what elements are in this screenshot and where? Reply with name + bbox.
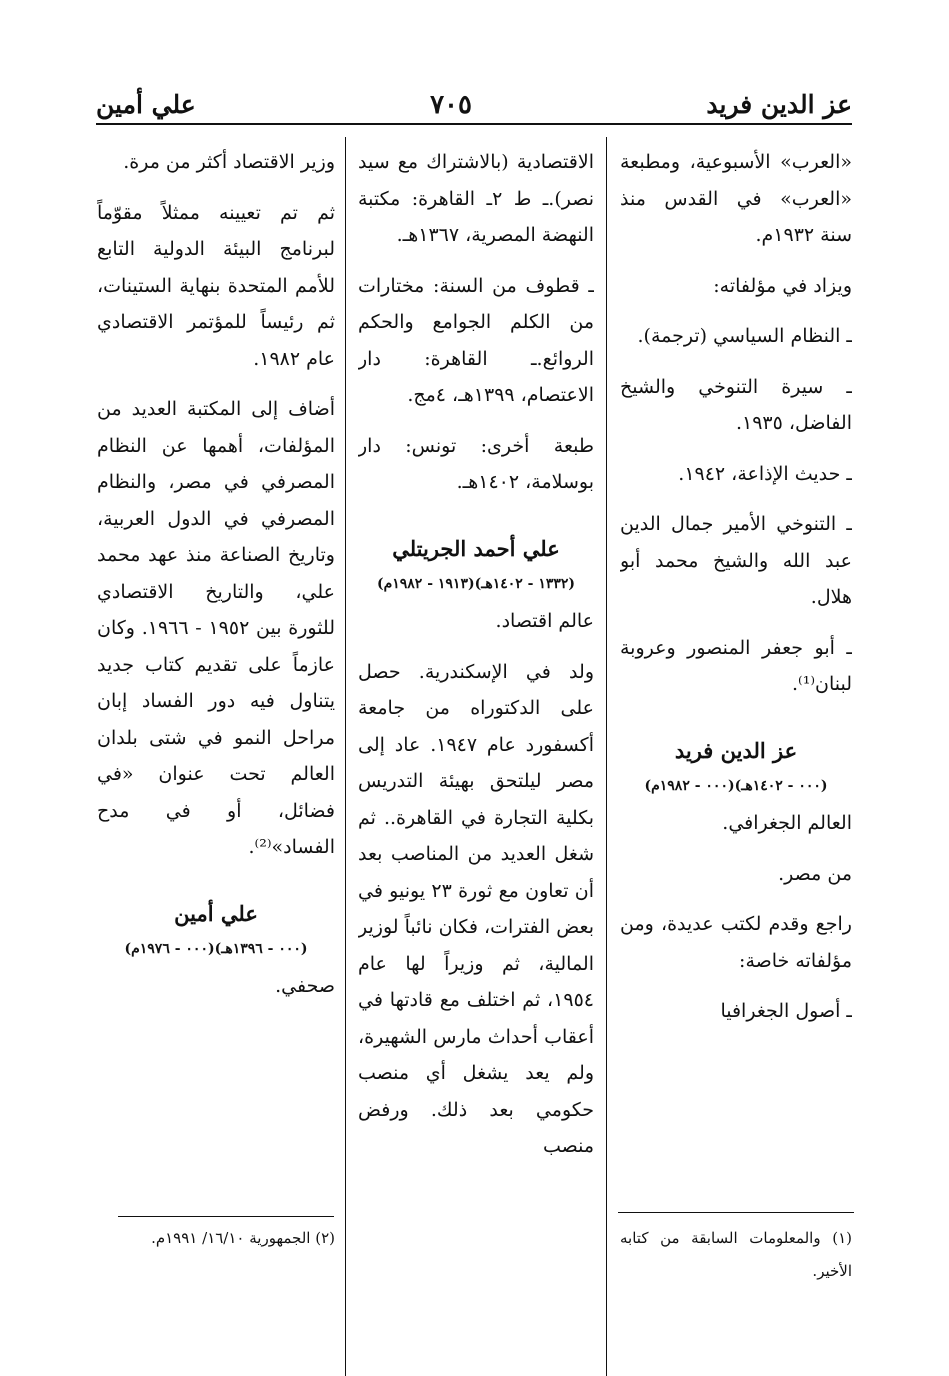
column-left — [97, 144, 335, 1354]
running-head-right: عز الدين فريد — [706, 90, 852, 119]
list-item: ـ أصول الجغرافيا — [720, 1000, 852, 1022]
list-item: ـ أبو جعفر المنصور وعروبة لبنان⁽¹⁾. — [620, 636, 852, 695]
page-number: ٧٠٥ — [430, 90, 472, 120]
paragraph: راجع وقدم لكتب عديدة، ومن مؤلفاته خاصة: — [620, 913, 852, 972]
paragraph: وزير الاقتصاد أكثر من مرة. — [123, 151, 335, 173]
list-item: ـ حديث الإذاعة، ١٩٤٢. — [678, 462, 852, 485]
list-item: الاقتصادية (بالاشتراك مع سيد نصر).ـ ط ٢ـ القاهرة: مكتبة النهضة المصرية، ١٣٦٧هـ. — [358, 151, 594, 246]
paragraph: صحفي. — [275, 975, 335, 997]
entry-title: عز الدين فريد — [674, 737, 798, 763]
footnote: (١) والمعلومات السابقة من كتابه الأخير. — [620, 1229, 852, 1280]
entry-dates: (٠٠٠ - ١٣٩٦هـ)(٠٠٠ - ١٩٧٦م) — [124, 941, 308, 957]
paragraph: ويزاد في مؤلفاته: — [713, 274, 852, 297]
paragraph: «العرب» الأسبوعية، ومطبعة «العرب» في القدس منذ سنة ١٩٣٢م. — [620, 151, 852, 246]
entry-dates: (٠٠٠ - ١٤٠٢هـ)(٠٠٠ - ١٩٨٢م) — [644, 778, 828, 794]
paragraph: طبعة أخرى: تونس: دار بوسلامة، ١٤٠٢هـ. — [358, 434, 594, 493]
header-rule — [96, 123, 852, 125]
entry-dates: (١٣٣٢ - ١٤٠٢هـ)(١٩١٣ - ١٩٨٢م) — [376, 576, 576, 592]
paragraph: عالم اقتصاد. — [495, 610, 594, 632]
list-item: ـ النظام السياسي (ترجمة). — [637, 325, 852, 347]
entry-title: علي أمين — [174, 900, 258, 926]
paragraph: ثم تم تعيينه ممثلاً مقوّماً لبرنامج البيئة الدولية التابع للأمم المتحدة بنهاية الستينات، ثم رئيساً للمؤتمر الاقتصادي عام ١٩٨٢. — [97, 201, 335, 370]
footnote-rule — [118, 1216, 334, 1217]
list-item: ـ قطوف من السنة: مختارات من الكلم الجوامع والحكم الروائع.ـ القاهرة: دار الاعتصام، ١٣٩٩هـ، ٤مج. — [358, 274, 594, 406]
list-item: ـ التنوخي الأمير جمال الدين عبد الله والشيخ محمد أبو هلال. — [620, 513, 852, 608]
paragraph: أضاف إلى المكتبة العديد من المؤلفات، أهمها عن النظام المصرفي في مصر، والنظام المصرفي في الدول العربية، وتاريخ الصناعة منذ عهد محمد علي، والتاريخ الاقتصادي للثورة بين ١٩٥٢ - ١٩٦٦. وكان عازماً على تقديم كتاب جديد يتناول فيه دور الفساد إبان مراحل النمو في شتى بلدان العالم تحت عنوان «في فضائل، أو في مدح الفساد»⁽²⁾. — [97, 398, 335, 858]
column-divider — [345, 137, 346, 1376]
column-right — [620, 144, 852, 1354]
column-divider — [606, 137, 607, 1376]
paragraph: ولد في الإسكندرية. حصل على الدكتوراه من جامعة أكسفورد عام ١٩٤٧. عاد إلى مصر ليلتحق بهيئة التدريس بكلية التجارة في القاهرة.. ثم شغل العديد من المناصب بعد أن تعاون مع ثورة ٢٣ يونيو في بعض الفترات، فكان نائباً لوزير المالية، ثم وزيراً لها عام ١٩٥٤، ثم اختلف مع قادتها في أعقاب أحداث مارس الشهيرة، ولم يعد يشغل أي منصب حكومي بعد ذلك. ورفض منصب — [358, 660, 594, 1157]
paragraph: العالم الجغرافي. — [722, 812, 852, 834]
entry-title: علي أحمد الجريتلي — [392, 535, 560, 561]
running-head-left: علي أمين — [96, 90, 196, 119]
page-header — [96, 78, 852, 120]
paragraph: من مصر. — [778, 862, 852, 885]
column-middle — [358, 144, 594, 1376]
footnote: (٢) الجمهورية ١٦/١٠/ ١٩٩١م. — [151, 1229, 335, 1247]
footnote-rule — [618, 1212, 854, 1213]
list-item: ـ سيرة التنوخي والشيخ الفاضل، ١٩٣٥. — [620, 375, 852, 434]
